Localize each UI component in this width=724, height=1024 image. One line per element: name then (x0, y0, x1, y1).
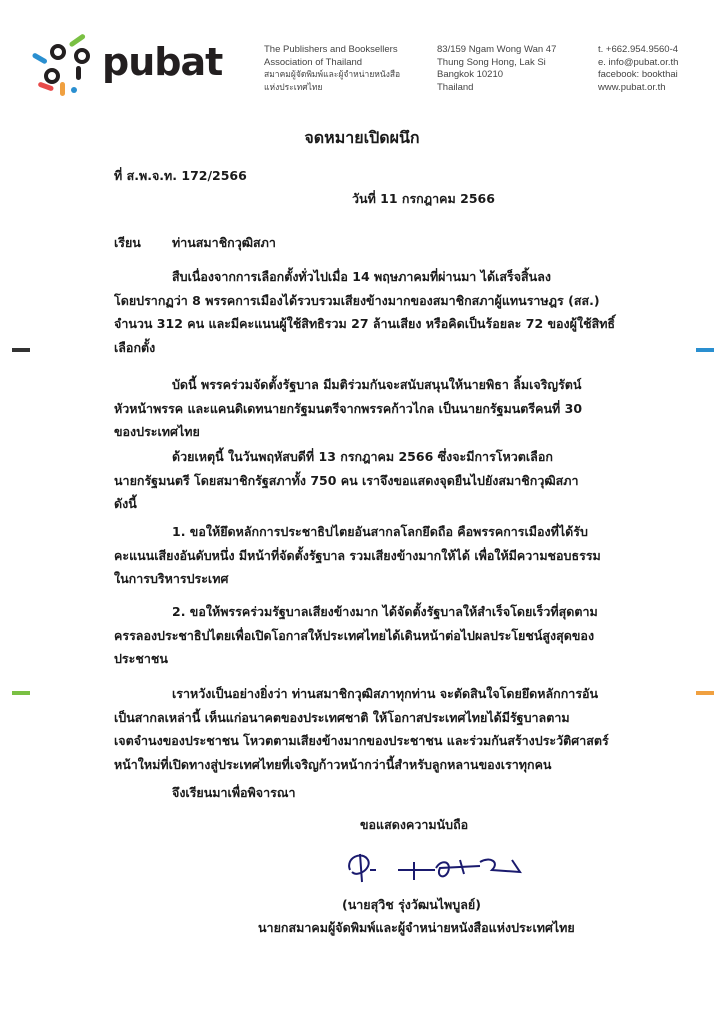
paragraph-2 (114, 373, 619, 444)
signature-image (340, 840, 540, 890)
contact-block (598, 44, 678, 94)
address-line-2: Thung Song Hong, Lak Si (437, 56, 546, 68)
margin-mark-right-top (696, 348, 714, 352)
address-line-3: Bangkok 10210 (437, 69, 504, 80)
paragraph-line: หน้าใหม่ที่เปิดทางสู่ประเทศไทยที่เจริญก้าวหน้ากว่านี้สำหรับลูกหลานของเราทุกคน (114, 756, 552, 772)
regards-text: ขอแสดงความนับถือ (360, 817, 469, 832)
margin-mark-left-top (12, 348, 30, 352)
contact-web: www.pubat.or.th (598, 81, 666, 93)
org-name-th-2: แห่งประเทศไทย (264, 82, 323, 93)
paragraph-1 (114, 265, 619, 359)
paragraph-line: เจตจำนงของประชาชน โหวตตามเสียงข้างมากของประชาชน และร่วมกันสร้างประวัติศาสตร์ (114, 733, 609, 748)
paragraph-line: ประชาชน (114, 651, 168, 666)
salutation-recipient: ท่านสมาชิกวุฒิสภา (172, 235, 276, 250)
org-name-en-2: Association of Thailand (264, 56, 363, 68)
org-name-en-1: The Publishers and Booksellers (264, 44, 398, 55)
contact-email: e. info@pubat.or.th (598, 56, 679, 68)
paragraph-6 (114, 682, 619, 776)
margin-mark-left-bottom (12, 691, 30, 695)
paragraph-line: เลือกตั้ง (114, 339, 156, 355)
reference-number: ที่ ส.พ.จ.ท. 172/2566 (114, 168, 247, 183)
closing-statement: จึงเรียนมาเพื่อพิจารณา (172, 785, 296, 800)
paragraph-line: เป็นสากลเหล่านี้ เห็นแก่อนาคตของประเทศชาติ ให้โอกาสประเทศไทยได้มีรัฐบาลตาม (114, 709, 570, 725)
paragraph-line: ดังนี้ (114, 496, 137, 511)
paragraph-line: ของประเทศไทย (114, 424, 200, 439)
letter-date: วันที่ 11 กรกฎาคม 2566 (352, 191, 495, 206)
paragraph-line: 1. ขอให้ยึดหลักการประชาธิปไตยอันสากลโลกยึดถือ คือพรรคการเมืองที่ได้รับ (172, 524, 588, 539)
pubat-logo (30, 30, 223, 100)
paragraph-line: หัวหน้าพรรค และแคนดิเดทนายกรัฐมนตรีจากพรรคก้าวไกล เป็นนายกรัฐมนตรีคนที่ 30 (114, 400, 583, 416)
address-line-4: Thailand (437, 81, 474, 93)
address-block (437, 44, 556, 94)
paragraph-line: บัดนี้ พรรคร่วมจัดตั้งรัฐบาล มีมติร่วมกันจะสนับสนุนให้นายพิธา ลิ้มเจริญรัตน์ (172, 377, 582, 392)
paragraph-line: เราหวังเป็นอย่างยิ่งว่า ท่านสมาชิกวุฒิสภาทุกท่าน จะตัดสินใจโดยยึดหลักการอัน (172, 686, 599, 701)
margin-mark-right-bottom (696, 691, 714, 695)
paragraph-5 (114, 600, 619, 671)
paragraph-line: คะแนนเสียงอันดับหนึ่ง มีหน้าที่จัดตั้งรัฐบาล รวมเสียงข้างมากให้ได้ เพื่อให้มีความชอบธรรม (114, 547, 601, 563)
paragraph-line: ในการบริหารประเทศ (114, 571, 229, 586)
paragraph-line: นายกรัฐมนตรี โดยสมาชิกรัฐสภาทั้ง 750 คน เราจึงขอแสดงจุดยืนไปยังสมาชิกวุฒิสภา (114, 472, 579, 488)
org-name-block (264, 44, 400, 94)
contact-facebook: facebook: bookthai (598, 69, 678, 80)
paragraph-line: ครรลองประชาธิปไตยเพื่อเปิดโอกาสให้ประเทศไทยได้เดินหน้าต่อไปผลประโยชน์สูงสุดของ (114, 627, 595, 643)
paragraph-line: 2. ขอให้พรรคร่วมรัฐบาลเสียงข้างมาก ได้จัดตั้งรัฐบาลให้สำเร็จโดยเร็วที่สุดตาม (172, 604, 598, 619)
pubat-logo-mark-icon (30, 30, 102, 102)
paragraph-line: ด้วยเหตุนี้ ในวันพฤหัสบดีที่ 13 กรกฎาคม 2566 ซึ่งจะมีการโหวตเลือก (172, 449, 553, 464)
org-name-th-1: สมาคมผู้จัดพิมพ์และผู้จำหน่ายหนังสือ (264, 70, 401, 80)
paragraph-line: โดยปรากฏว่า 8 พรรคการเมืองได้รวบรวมเสียงข้างมากของสมาชิกสภาผู้แทนราษฎร (สส.) (114, 292, 600, 308)
salutation-label: เรียน (114, 235, 141, 250)
logo-wordmark: pubat (102, 40, 223, 84)
signer-name: (นายสุวิช รุ่งวัฒนไพบูลย์) (342, 897, 481, 912)
signer-title: นายกสมาคมผู้จัดพิมพ์และผู้จำหน่ายหนังสือแห่งประเทศไทย (258, 920, 575, 935)
paragraph-3 (114, 445, 619, 516)
paragraph-4 (114, 520, 619, 591)
letter-title: จดหมายเปิดผนึก (304, 128, 420, 147)
paragraph-line: จำนวน 312 คน และมีคะแนนผู้ใช้สิทธิรวม 27 ล้านเสียง หรือคิดเป็นร้อยละ 72 ของผู้ใช้สิทธิ์ (114, 316, 616, 331)
paragraph-line: สืบเนื่องจากการเลือกตั้งทั่วไปเมื่อ 14 พฤษภาคมที่ผ่านมา ได้เสร็จสิ้นลง (172, 269, 551, 284)
contact-tel: t. +662.954.9560-4 (598, 44, 679, 55)
address-line-1: 83/159 Ngam Wong Wan 47 (437, 44, 557, 55)
